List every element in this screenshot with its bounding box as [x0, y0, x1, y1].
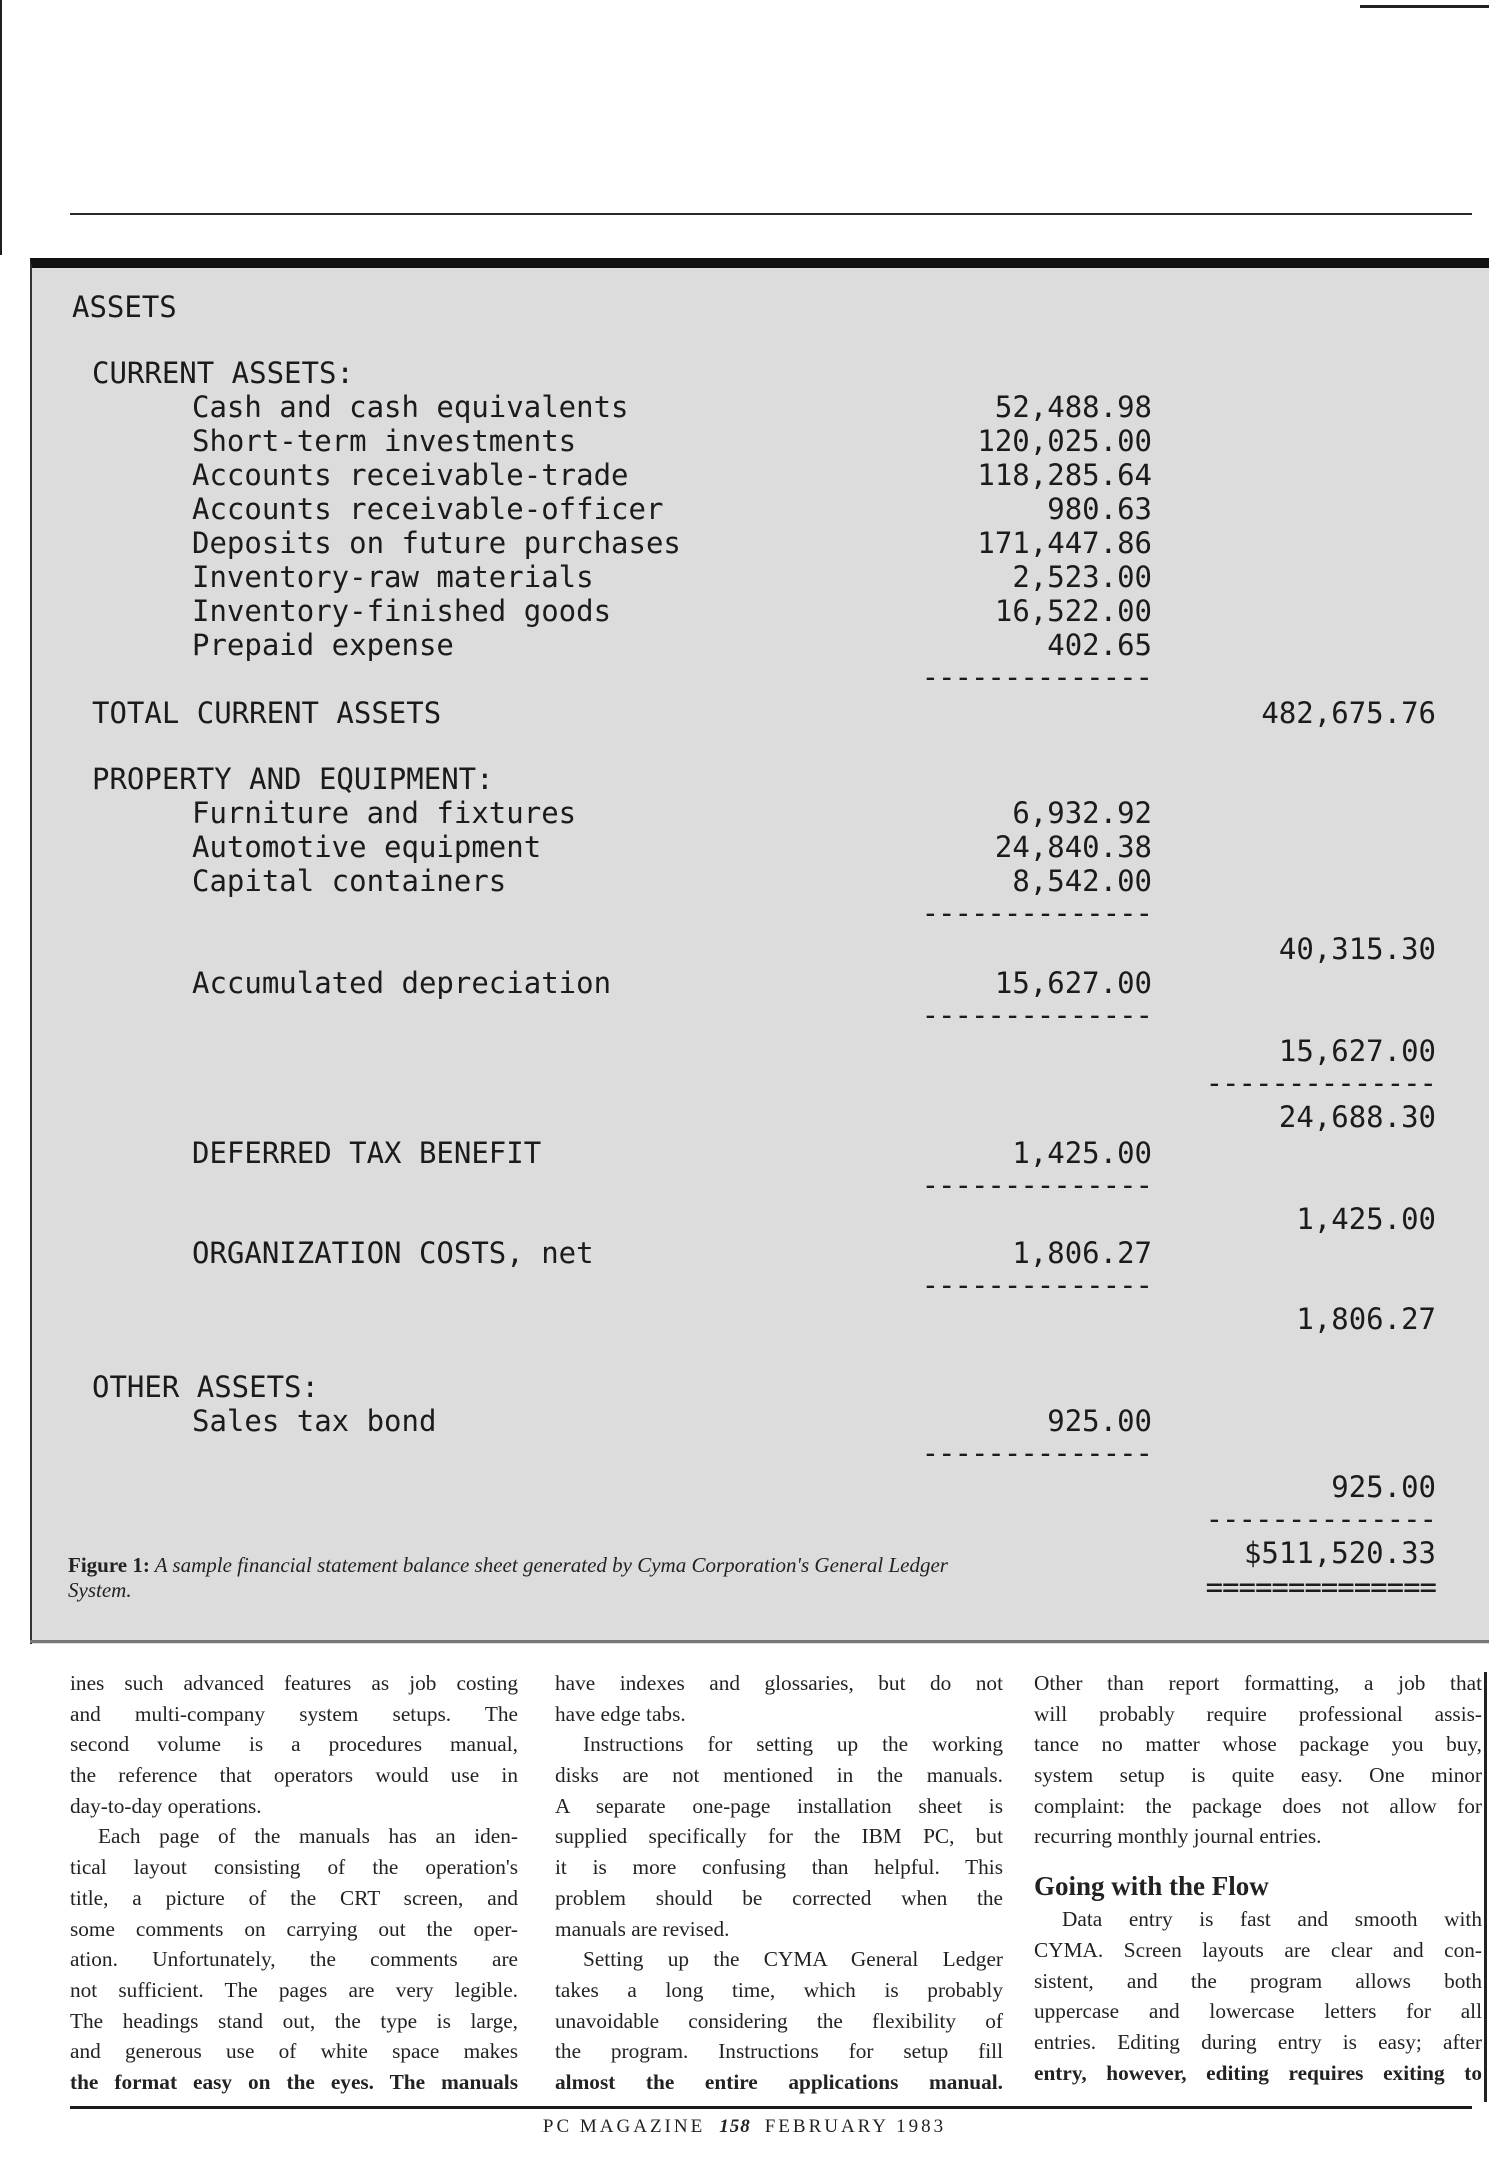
- double-rule: ==============: [1205, 1570, 1436, 1604]
- line-item-name: Furniture and fixtures: [192, 796, 577, 830]
- text-line: system setup is quite easy. One minor: [1034, 1763, 1482, 1788]
- dash-rule: --------------: [1205, 1502, 1436, 1536]
- line-item-amount: 2,523.00: [1012, 560, 1152, 594]
- line-item-amount: 402.65: [1047, 628, 1152, 662]
- dash-rule: --------------: [921, 660, 1152, 694]
- text-line: Instructions for setting up the working: [583, 1732, 1003, 1757]
- line-item-name: Accounts receivable-officer: [192, 492, 664, 526]
- line-item-name: Capital containers: [192, 864, 507, 898]
- line-item-amount: 16,522.00: [994, 594, 1152, 628]
- text-line: the reference that operators would use in: [70, 1763, 518, 1788]
- depreciation-amount: 15,627.00: [994, 966, 1152, 1000]
- line-item-amount: 8,542.00: [1012, 864, 1152, 898]
- top-rule: [70, 213, 1472, 215]
- deferred-tax-label: DEFERRED TAX BENEFIT: [192, 1136, 542, 1170]
- text-line: entry, however, editing requires exiting to: [1034, 2060, 1482, 2085]
- other-assets-total: 925.00: [1331, 1470, 1436, 1504]
- text-line: recurring monthly journal entries.: [1034, 1824, 1322, 1849]
- dash-rule: --------------: [921, 998, 1152, 1032]
- depreciation-label: Accumulated depreciation: [192, 966, 612, 1000]
- footer-magazine: PC MAGAZINE: [542, 2116, 706, 2137]
- text-line: sistent, and the program allows both: [1034, 1968, 1482, 1993]
- text-line: day-to-day operations.: [70, 1793, 262, 1818]
- text-line: manuals are revised.: [555, 1916, 730, 1941]
- line-item-amount: 925.00: [1047, 1404, 1152, 1438]
- line-item-amount: 118,285.64: [977, 458, 1152, 492]
- text-line: second volume is a procedures manual,: [70, 1732, 518, 1757]
- text-line: CYMA. Screen layouts are clear and con-: [1034, 1937, 1482, 1962]
- bottom-rule: [70, 2106, 1472, 2109]
- text-line: The headings stand out, the type is large,: [70, 2008, 518, 2033]
- deferred-tax-amount: 1,425.00: [1012, 1136, 1152, 1170]
- line-item-name: Cash and cash equivalents: [192, 390, 629, 424]
- footer-date: FEBRUARY 1983: [764, 2116, 947, 2137]
- property-net: 24,688.30: [1278, 1100, 1436, 1134]
- property-label: PROPERTY AND EQUIPMENT:: [92, 762, 494, 796]
- line-item-amount: 120,025.00: [977, 424, 1152, 458]
- property-subtotal: 40,315.30: [1278, 932, 1436, 966]
- top-right-rule: [1360, 5, 1489, 8]
- current-assets-label: CURRENT ASSETS:: [92, 356, 354, 390]
- line-item-name: Sales tax bond: [192, 1404, 437, 1438]
- text-line: takes a long time, which is probably: [555, 1977, 1003, 2002]
- deferred-tax-total: 1,425.00: [1296, 1202, 1436, 1236]
- line-item-amount: 52,488.98: [994, 390, 1152, 424]
- line-item-name: Accounts receivable-trade: [192, 458, 629, 492]
- text-line: will probably require professional assis-: [1034, 1701, 1482, 1726]
- dash-rule: --------------: [1205, 1066, 1436, 1100]
- article-column-3: [1034, 1668, 1482, 2088]
- caption-text: A sample financial statement balance sheet generated by Cyma Corporation's General Ledger System.: [68, 1553, 948, 1602]
- text-line: title, a picture of the CRT screen, and: [70, 1885, 518, 1910]
- organization-costs-total: 1,806.27: [1296, 1302, 1436, 1336]
- organization-costs-label: ORGANIZATION COSTS, net: [192, 1236, 594, 1270]
- article-column-1: [70, 1668, 518, 2098]
- text-line: Each page of the manuals has an iden-: [98, 1824, 518, 1849]
- line-item-amount: 6,932.92: [1012, 796, 1152, 830]
- line-item-name: Short-term investments: [192, 424, 577, 458]
- text-line: have edge tabs.: [555, 1701, 686, 1726]
- dash-rule: --------------: [921, 1436, 1152, 1470]
- text-line: tance no matter whose package you buy,: [1034, 1732, 1482, 1757]
- text-line: almost the entire applications manual.: [555, 2069, 1003, 2094]
- figure-bottom-border: [30, 1640, 1489, 1643]
- line-item-name: Deposits on future purchases: [192, 526, 681, 560]
- page-left-edge: [0, 0, 2, 255]
- text-line: uppercase and lowercase letters for all: [1034, 1999, 1482, 2024]
- depreciation-total: 15,627.00: [1278, 1034, 1436, 1068]
- text-line: not sufficient. The pages are very legible.: [70, 1977, 518, 2002]
- text-line: entries. Editing during entry is easy; after: [1034, 2029, 1482, 2054]
- line-item-name: Automotive equipment: [192, 830, 542, 864]
- article-column-2: [555, 1668, 1003, 2098]
- text-line: complaint: the package does not allow for: [1034, 1793, 1482, 1818]
- caption-label: Figure 1:: [68, 1553, 150, 1577]
- text-line: Data entry is fast and smooth with: [1062, 1907, 1482, 1932]
- text-line: the format easy on the eyes. The manuals: [70, 2069, 518, 2094]
- text-line: A separate one-page installation sheet is: [555, 1793, 1003, 1818]
- total-current-assets-label: TOTAL CURRENT ASSETS: [92, 696, 442, 730]
- line-item-name: Inventory-raw materials: [192, 560, 594, 594]
- organization-costs-amount: 1,806.27: [1012, 1236, 1152, 1270]
- assets-heading: ASSETS: [72, 290, 177, 324]
- dash-rule: --------------: [921, 1168, 1152, 1202]
- text-line: have indexes and glossaries, but do not: [555, 1671, 1003, 1695]
- text-line: tical layout consisting of the operation's: [70, 1855, 518, 1880]
- grand-total: $511,520.33: [1243, 1536, 1436, 1570]
- figure-caption: [68, 1553, 1008, 1603]
- page-right-edge: [1484, 1672, 1487, 2102]
- dash-rule: --------------: [921, 1268, 1152, 1302]
- text-line: unavoidable considering the flexibility of: [555, 2008, 1003, 2033]
- other-assets-label: OTHER ASSETS:: [92, 1370, 319, 1404]
- text-line: it is more confusing than helpful. This: [555, 1855, 1003, 1880]
- text-line: and multi-company system setups. The: [70, 1701, 518, 1726]
- page-footer: [0, 2116, 1489, 2138]
- total-current-assets-amount: 482,675.76: [1261, 696, 1436, 730]
- page-number: 158: [719, 2116, 751, 2137]
- dash-rule: --------------: [921, 896, 1152, 930]
- text-line: supplied specifically for the IBM PC, but: [555, 1824, 1003, 1849]
- line-item-name: Prepaid expense: [192, 628, 454, 662]
- text-line: some comments on carrying out the oper-: [70, 1916, 518, 1941]
- line-item-amount: 24,840.38: [994, 830, 1152, 864]
- text-line: ation. Unfortunately, the comments are: [70, 1947, 518, 1972]
- text-line: Setting up the CYMA General Ledger: [583, 1947, 1003, 1972]
- section-heading: Going with the Flow: [1034, 1871, 1269, 1902]
- line-item-amount: 171,447.86: [977, 526, 1152, 560]
- text-line: Other than report formatting, a job that: [1034, 1671, 1482, 1695]
- line-item-amount: 980.63: [1047, 492, 1152, 526]
- line-item-name: Inventory-finished goods: [192, 594, 612, 628]
- text-line: problem should be corrected when the: [555, 1885, 1003, 1910]
- text-line: disks are not mentioned in the manuals.: [555, 1763, 1003, 1788]
- text-line: and generous use of white space makes: [70, 2039, 518, 2064]
- text-line: the program. Instructions for setup fill: [555, 2039, 1003, 2064]
- text-line: ines such advanced features as job costing: [70, 1671, 518, 1695]
